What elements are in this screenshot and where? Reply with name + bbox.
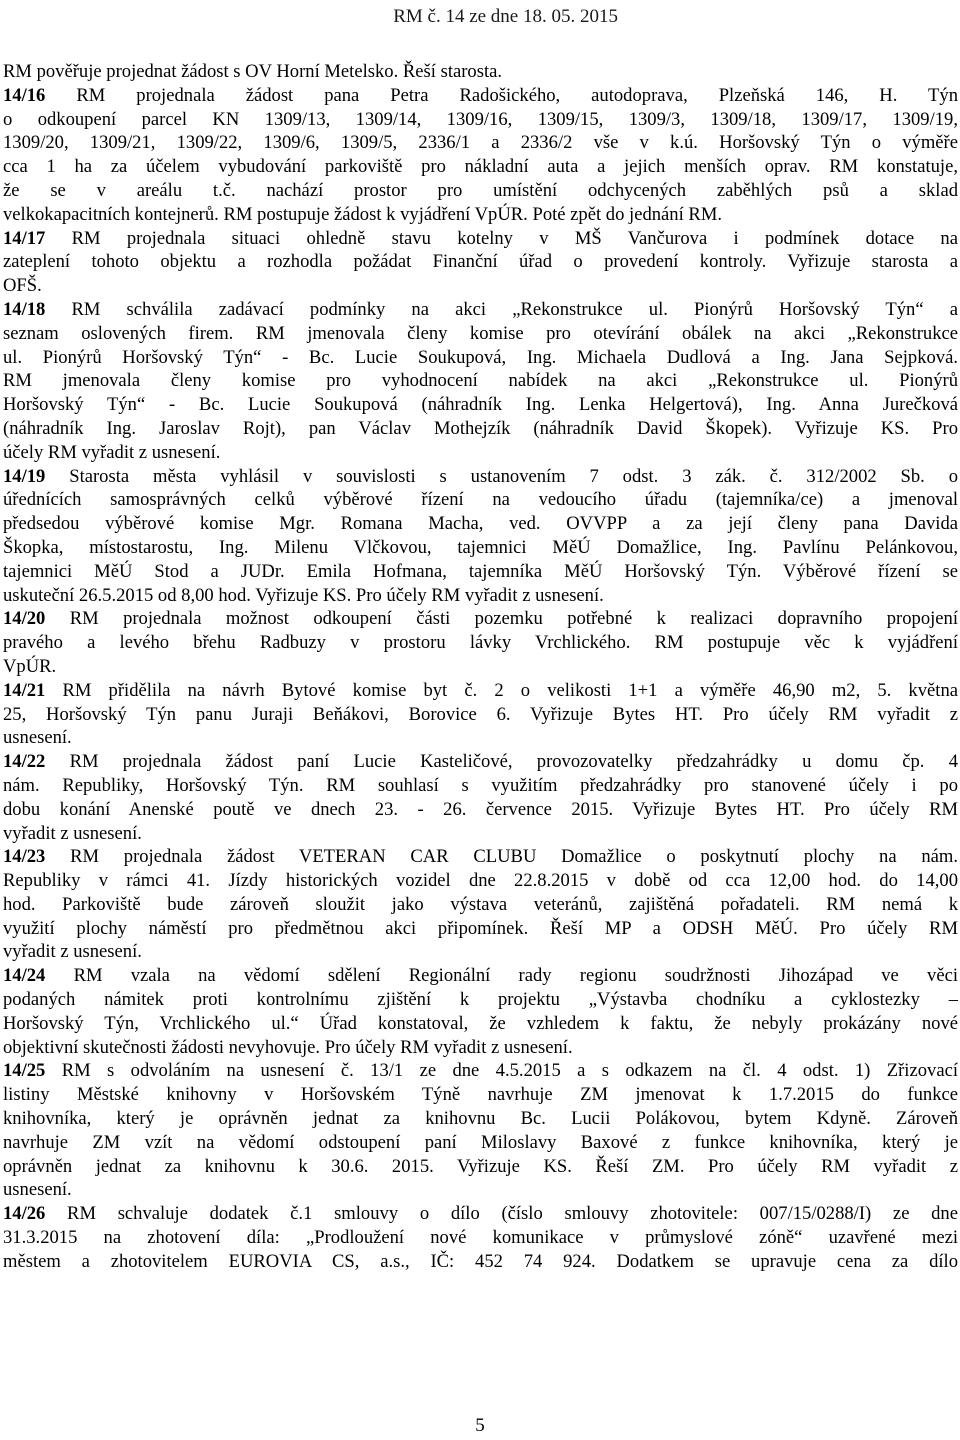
text-line [3,1226,958,1250]
text-line [3,1036,958,1060]
line-text: cca 1 ha za účelem vybudování parkoviště pro nákladní auta a jejich menších oprav. RM konstatuje, [3,156,958,178]
line-text: OFŠ. [3,275,42,297]
line-text: RM s odvoláním na usnesení č. 13/1 ze dne 4.5.2015 a s odkazem na čl. 4 odst. 1) Zřizovací [45,1060,958,1082]
line-text: RM přidělila na návrh Bytové komise byt č. 2 o velikosti 1+1 a výměře 46,90 m2, 5. května [45,679,958,701]
line-text: účely RM vyřadit z usnesení. [3,441,221,463]
line-text: usnesení. [3,727,72,749]
text-line [3,703,958,727]
line-text: navrhuje ZM vzít na vědomí odstoupení paní Miloslavy Baxové z funkce knihovníka, který je [3,1131,958,1153]
line-text: RM projednala žádost paní Lucie Kasteličové, provozovatelky předzahrádky u domu čp. 4 [45,751,958,773]
resolution-start-line [3,1202,958,1226]
text-line [3,798,958,822]
line-text: RM vzala na vědomí sdělení Regionální rady regionu soudržnosti Jihozápad ve věci [45,965,958,987]
resolution-start-line [3,1059,958,1083]
resolution-number: 14/22 [3,751,46,773]
text-line [3,60,958,84]
line-text: podaných námitek proti kontrolnímu zjištění k projektu „Výstavba chodníku a cyklostezky – [3,989,958,1011]
line-text: RM pověřuje projednat žádost s OV Horní Metelsko. Řeší starosta. [3,61,503,82]
line-text: hod. Parkoviště bude zároveň sloužit jako výstava veteránů, zajištěná pořadateli. RM nemá k [3,893,958,915]
text-line [3,417,958,441]
line-text: že se v areálu t.č. nachází prostor pro umístění odchycených zaběhlých psů a sklad [3,179,958,201]
line-text: vyřadit z usnesení. [3,941,142,963]
text-line [3,1083,958,1107]
resolution-start-line [3,750,958,774]
line-text: Horšovský Týn“ - Bc. Lucie Soukupová (náhradník Ing. Lenka Helgertová), Ing. Anna Jurečková [3,394,958,416]
text-line [3,250,958,274]
text-line [3,203,958,227]
text-line [3,917,958,941]
resolution-number: 14/16 [3,84,46,106]
text-line [3,536,958,560]
text-line [3,1131,958,1155]
text-line [3,108,958,132]
line-text: objektivní skutečnosti žádosti nevyhovuje. Pro účely RM vyřadit z usnesení. [3,1036,573,1058]
text-line [3,774,958,798]
resolution-start-line [3,84,958,108]
resolution-number: 14/25 [3,1060,46,1082]
text-line [3,869,958,893]
resolution-number: 14/17 [3,227,46,249]
line-text: Republiky v rámci 41. Jízdy historických vozidel dne 22.8.2015 v době od cca 12,00 hod. do 14,00 [3,870,958,892]
resolution-number: 14/23 [3,846,46,868]
line-text: 25, Horšovský Týn panu Juraji Beňákovi, Borovice 6. Vyřizuje Bytes HT. Pro účely RM vyřadit z [3,703,958,725]
line-text: využití plochy náměstí pro předmětnou akci připomínek. Řeší MP a ODSH MěÚ. Pro účely RM [3,917,958,939]
resolution-start-line [3,227,958,251]
resolution-start-line [3,607,958,631]
resolution-number: 14/21 [3,679,46,701]
line-text: Starosta města vyhlásil v souvislosti s ustanovením 7 odst. 3 zák. č. 312/2002 Sb. o [45,465,958,487]
line-text: nám. Republiky, Horšovský Týn. RM souhlasí s využitím předzahrádky pro stanovené účely i po [3,774,958,796]
line-text: uskuteční 26.5.2015 od 8,00 hod. Vyřizuje KS. Pro účely RM vyřadit z usnesení. [3,584,604,606]
text-line [3,1107,958,1131]
page-number: 5 [475,1415,485,1436]
text-line [3,393,958,417]
resolution-start-line [3,298,958,322]
line-text: vyřadit z usnesení. [3,822,142,844]
line-text: dobu konání Anenské poutě ve dnech 23. - 26. července 2015. Vyřizuje Bytes HT. Pro účely RM [3,798,958,820]
text-line [3,346,958,370]
text-line [3,1178,958,1202]
line-text: listiny Městské knihovny v Horšovském Týně navrhuje ZM jmenovat k 1.7.2015 do funkce [3,1084,958,1106]
line-text: 1309/20, 1309/21, 1309/22, 1309/6, 1309/5, 2336/1 a 2336/2 vše v k.ú. Horšovský Týn o výměře [3,132,958,154]
line-text: zateplení tohoto objektu a rozhodla požádat Finanční úřad o provedení kontroly. Vyřizuje starosta a [3,251,958,273]
text-line [3,584,958,608]
line-text: tajemnici MěÚ Stod a JUDr. Emila Hofmana, tajemníka MěÚ Horšovský Týn. Výběrové řízení se [3,560,958,582]
resolution-start-line [3,465,958,489]
line-text: knihovníka, který je oprávněn jednat za knihovnu Bc. Lucii Polákovou, bytem Kdyně. Zároveň [3,1108,958,1130]
line-text: velkokapacitních kontejnerů. RM postupuje žádost k vyjádření VpÚR. Poté zpět do jednání RM. [3,203,723,225]
text-line [3,655,958,679]
text-line [3,988,958,1012]
line-text: RM jmenovala členy komise pro vyhodnocení nabídek na akci „Rekonstrukce ul. Pionýrů [3,370,958,392]
line-text: (náhradník Ing. Jaroslav Rojt), pan Václav Mothejzík (náhradník David Škopek). Vyřizuje KS. Pro [3,417,958,439]
text-line [3,274,958,298]
line-text: RM schvaluje dodatek č.1 smlouvy o dílo (číslo smlouvy zhotovitele: 007/15/0288/I) ze dne [45,1203,958,1225]
text-line [3,631,958,655]
text-line [3,893,958,917]
line-text: 31.3.2015 na zhotovení díla: „Prodloužení nové komunikace v průmyslové zóně“ uzavřené mezi [3,1227,958,1249]
document-body [3,60,958,1274]
text-line [3,322,958,346]
line-text: městem a zhotovitelem EUROVIA CS, a.s., IČ: 452 74 924. Dodatkem se upravuje cena za dílo [3,1250,958,1272]
text-line [3,822,958,846]
resolution-start-line [3,845,958,869]
resolution-number: 14/20 [3,608,46,630]
line-text: RM projednala možnost odkoupení části pozemku potřebné k realizaci dopravního propojení [45,608,958,630]
line-text: Škopka, místostarostu, Ing. Milenu Vlčkovou, tajemnici MěÚ Domažlice, Ing. Pavlínu Pelánkovou, [3,536,958,558]
line-text: RM projednala žádost pana Petra Radošického, autodoprava, Plzeňská 146, H. Týn [45,84,958,106]
line-text: úřednících samosprávných celků výběrové řízení na vedoucího úřadu (tajemníka/ce) a jmenoval [3,489,958,511]
text-line [3,940,958,964]
resolution-start-line [3,964,958,988]
resolution-number: 14/19 [3,465,46,487]
line-text: pravého a levého břehu Radbuzy v prostoru lávky Vrchlického. RM postupuje věc k vyjádření [3,632,958,654]
line-text: RM projednala žádost VETERAN CAR CLUBU Domažlice o poskytnutí plochy na nám. [45,846,958,868]
text-line [3,1250,958,1274]
line-text: předsedou výběrové komise Mgr. Romana Macha, ved. OVVPP a za její členy pana Davida [3,513,958,535]
text-line [3,488,958,512]
text-line [3,1012,958,1036]
line-text: VpÚR. [3,655,57,677]
line-text: Horšovský Týn, Vrchlického ul.“ Úřad konstatoval, že vzhledem k faktu, že nebyly prokázány nové [3,1012,958,1034]
text-line [3,179,958,203]
text-line [3,512,958,536]
resolution-start-line [3,679,958,703]
line-text: seznam oslovených firem. RM jmenovala členy komise pro otevírání obálek na akci „Rekonstrukce [3,322,958,344]
line-text: o odkoupení parcel KN 1309/13, 1309/14, 1309/16, 1309/15, 1309/3, 1309/18, 1309/17, 1309/19, [3,108,958,130]
resolution-number: 14/18 [3,298,46,320]
resolution-number: 14/24 [3,965,46,987]
text-line [3,131,958,155]
text-line [3,560,958,584]
page-header: RM č. 14 ze dne 18. 05. 2015 [393,6,618,27]
resolution-number: 14/26 [3,1203,46,1225]
text-line [3,369,958,393]
line-text: usnesení. [3,1179,72,1201]
text-line [3,726,958,750]
text-line [3,155,958,179]
line-text: ul. Pionýrů Horšovský Týn“ - Bc. Lucie Soukupová, Ing. Michaela Dudlová a Ing. Jana Sejpková. [3,346,958,368]
line-text: RM schválila zadávací podmínky na akci „Rekonstrukce ul. Pionýrů Horšovský Týn“ a [45,298,958,320]
text-line [3,441,958,465]
line-text: oprávněn jednat za knihovnu k 30.6. 2015. Vyřizuje KS. Řeší ZM. Pro účely RM vyřadit z [3,1155,958,1177]
text-line [3,1155,958,1179]
line-text: RM projednala situaci ohledně stavu kotelny v MŠ Vančurova i podmínek dotace na [45,227,958,249]
